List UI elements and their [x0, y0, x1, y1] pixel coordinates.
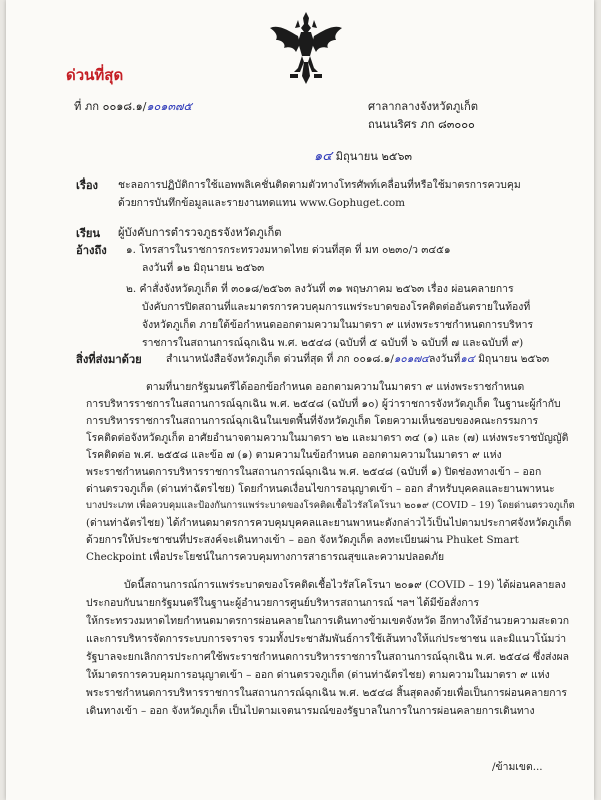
doc-number: [74, 100, 192, 114]
doc-number-label: ที่ ภก ๐๐๑๘.๑/: [74, 100, 147, 113]
enclosure-text: [166, 352, 549, 366]
urgency-label: ด่วนที่สุด: [66, 66, 124, 84]
to-label: เรียน: [76, 226, 101, 240]
reference-2-line1: ๒. คำสั่งจังหวัดภูเก็ต ที่ ๓๐๑๘/๒๕๖๓ ลงวันที่ ๓๑ พฤษภาคม ๒๕๖๓ เรื่อง ผ่อนคลายการ: [126, 283, 514, 295]
enclosure-text-b: ลงวันที่: [429, 353, 461, 365]
p2-line: รัฐบาลจะยกเลิกการประกาศใช้พระราชกำหนดการบริหารราชการในสถานการณ์ฉุกเฉิน พ.ศ. ๒๕๔๘ ซึ่งส่งผล: [86, 651, 570, 663]
date-text: มิถุนายน ๒๕๖๓: [335, 150, 413, 163]
p1-line: การบริหารราชการในสถานการณ์ฉุกเฉิน พ.ศ. ๒๕๔๘ (ฉบับที่ ๑๐) ผู้ว่าราชการจังหวัดภูเก็ต ในฐานะผู้กำกับ: [86, 398, 561, 410]
p2-line: บัดนี้สถานการณ์การแพร่ระบาดของโรคติดเชื้อไวรัสโคโรนา ๒๐๑๙ (COVID – 19) ได้ผ่อนคลายลง: [124, 579, 566, 591]
reference-1-line2: ลงวันที่ ๑๒ มิถุนายน ๒๕๖๓: [142, 262, 265, 274]
p2-line: เดินทางเข้า – ออก จังหวัดภูเก็ต เป็นไปตามเจตนารมณ์ของรัฐบาลในการในการผ่อนคลายการเดินทาง: [86, 705, 535, 717]
doc-number-handwritten: ๑๐๑๓๗๕: [146, 100, 193, 113]
reference-2-line2: บังคับการปิดสถานที่และมาตรการควบคุมการแพร่ระบาดของโรคติดต่ออันตรายในท้องที่: [142, 301, 531, 313]
date-handwritten: ๑๔: [314, 149, 333, 164]
subject-label: เรื่อง: [76, 178, 99, 192]
p1-line: Checkpoint เพื่อประโยชน์ในการควบคุมทางการสาธารณสุขและความปลอดภัย: [86, 551, 445, 563]
p2-line: ให้กระทรวงมหาดไทยกำหนดมาตรการผ่อนคลายในการเดินทางข้ามเขตจังหวัด อีกทางให้อำนวยความสะดวก: [86, 615, 570, 627]
p1-line: ด่านตรวจภูเก็ต (ด่านท่าฉัตรไชย) โดยกำหนดเงื่อนไขการอนุญาตเข้า – ออก สำหรับบุคคลและยานพาหนะ: [86, 483, 555, 495]
subject-line2: ด้วยการบันทึกข้อมูลและรายงานทดแทน www.Gophuget.com: [118, 197, 406, 209]
document-page: [6, 0, 594, 800]
p1-line: พระราชกำหนดการบริหารราชการในสถานการณ์ฉุกเฉิน พ.ศ. ๒๕๔๘ (ฉบับที่ ๑) ปิดช่องทางเข้า – ออก: [86, 466, 542, 478]
p2-line: พระราชกำหนดการบริหารราชการในสถานการณ์ฉุกเฉิน พ.ศ. ๒๕๔๘ สิ้นสุดลงด้วยเพื่อเป็นการผ่อนคลายการ: [86, 687, 567, 699]
p1-line: (ด่านท่าฉัตรไชย) ได้กำหนดมาตรการควบคุมบุคคลและยานพาหนะดังกล่าวไว้เป็นไปตามประกาศจังหวัดภูเก็ต: [86, 517, 572, 529]
document-date: [314, 150, 412, 164]
enclosure-text-c: มิถุนายน ๒๕๖๓: [478, 353, 550, 365]
p2-line: และการบริหารจัดการระบบการจราจร รวมทั้งประชาสัมพันธ์การใช้เส้นทางให้แก่ประชาชน และมิแนวโน้มว่า: [86, 633, 567, 645]
p2-line: ประกอบกับนายกรัฐมนตรีในฐานะผู้อำนวยการศูนย์บริหารสถานการณ์ ฯลฯ ได้มีข้อสั่งการ: [86, 597, 480, 609]
garuda-emblem-icon: [268, 10, 344, 90]
p1-line: ด้วยการให้ประชาชนที่ประสงค์จะเดินทางเข้า – ออก จังหวัดภูเก็ต ลงทะเบียนผ่าน Phuket Smart: [86, 534, 519, 546]
reference-2-line3: จังหวัดภูเก็ต ภายใต้ข้อกำหนดออกตามความในมาตรา ๙ แห่งพระราชกำหนดการบริหาร: [142, 319, 534, 331]
p1-line: โรคติดต่อ พ.ศ. ๒๕๕๘ และข้อ ๗ (๑) ตามความในข้อกำหนด ออกตามความในมาตรา ๙ แห่ง: [86, 449, 502, 461]
reference-2-line4: ราชการในสถานการณ์ฉุกเฉิน พ.ศ. ๒๕๔๘ (ฉบับที่ ๕ ฉบับที่ ๖ ฉบับที่ ๗ และฉบับที่ ๙): [142, 337, 524, 349]
p1-line: การบริหารราชการในสถานการณ์ฉุกเฉินในเขตพื้นที่จังหวัดภูเก็ต โดยความเห็นชอบของคณะกรรมการ: [86, 415, 539, 427]
p1-line: โรคติดต่อจังหวัดภูเก็ต อาศัยอำนาจตามความในมาตรา ๒๒ และมาตรา ๓๔ (๑) และ (๗) แห่งพระราชบัญญัติ: [86, 432, 569, 444]
p1-line: ตามที่นายกรัฐมนตรีได้ออกข้อกำหนด ออกตามความในมาตรา ๙ แห่งพระราชกำหนด: [146, 381, 525, 393]
enclosure-handwritten-no: ๑๐๑๗๔: [393, 353, 430, 365]
continued-marker: /ข้ามเขต...: [492, 761, 543, 773]
subject-line1: ชะลอการปฏิบัติการใช้แอพพลิเคชั่นติดตามตัวทางโทรศัพท์เคลื่อนที่หรือใช้มาตรการควบคุม: [118, 179, 521, 191]
to-recipient: ผู้บังคับการตำรวจภูธรจังหวัดภูเก็ต: [118, 226, 282, 239]
reference-1-line1: ๑. โทรสารในราชการกระทรวงมหาดไทย ด่วนที่สุด ที่ มท ๐๒๓๐/ว ๓๔๕๑: [126, 244, 451, 256]
p1-line: บางประเภท เพื่อควบคุมและป้องกันการแพร่ระบาดของโรคติดเชื้อไวรัสโคโรนา ๒๐๑๙ (COVID – 19) โดยด่านตรวจภูเก็ต: [86, 500, 575, 511]
p2-line: ให้มาตรการควบคุมการอนุญาตเข้า – ออก ด่านตรวจภูเก็ต (ด่านท่าฉัตรไชย) ตามความในมาตรา ๙ แห่ง: [86, 669, 550, 681]
enclosure-label: สิ่งที่ส่งมาด้วย: [76, 352, 142, 366]
enclosure-handwritten-day: ๑๔: [460, 353, 475, 365]
enclosure-text-a: สำเนาหนังสือจังหวัดภูเก็ต ด่วนที่สุด ที่ ภก ๐๐๑๘.๑/: [166, 353, 394, 365]
sender-address-line2: ถนนนริศร ภก ๘๓๐๐๐: [368, 118, 475, 131]
sender-address-line1: ศาลากลางจังหวัดภูเก็ต: [368, 100, 479, 113]
references-label: อ้างถึง: [76, 243, 107, 257]
